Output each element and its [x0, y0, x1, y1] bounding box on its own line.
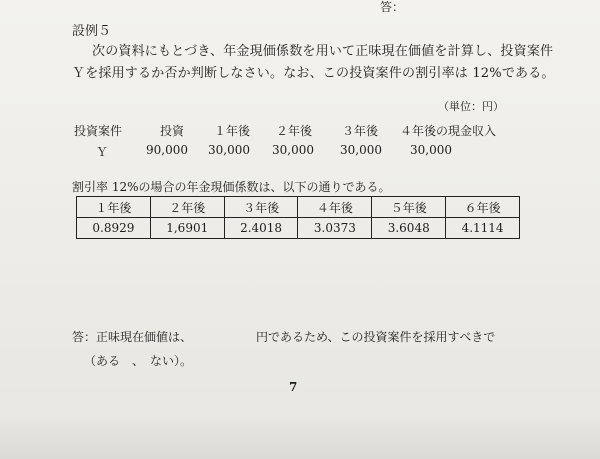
- answer-choice-text: （ある 、 ない）。: [84, 354, 193, 368]
- unit-note: （単位：円）: [438, 100, 504, 113]
- page-shadow: [0, 419, 600, 459]
- annuity-header-year6: ６年後: [446, 197, 520, 218]
- annuity-value-year3: 2.4018: [224, 218, 298, 239]
- investment-cell-year1: 30,000: [208, 143, 250, 157]
- rate-table-intro: 割引率 12%の場合の年金現価係数は、以下の通りである。: [72, 180, 391, 194]
- investment-header-year1: １年後: [214, 124, 251, 138]
- investment-cell-year3: 30,000: [340, 143, 382, 157]
- example-title: 設例５: [72, 24, 112, 39]
- problem-text-line-1: 次の資料にもとづき、年金現価係数を用いて正味現在価値を計算し、投資案件: [92, 44, 554, 59]
- problem-text-line-2: Ｙを採用するか否か判断しなさい。なお、この投資案件の割引率は 12%である。: [72, 66, 555, 81]
- top-answer-label: 答：: [380, 0, 405, 14]
- investment-cell-year2: 30,000: [272, 143, 314, 157]
- annuity-header-year1: １年後: [77, 197, 151, 218]
- annuity-value-year5: 3.6048: [372, 218, 446, 239]
- annuity-value-year1: 0.8929: [77, 218, 151, 239]
- annuity-header-year5: ５年後: [372, 197, 446, 218]
- annuity-header-year3: ３年後: [224, 197, 298, 218]
- investment-header-project: 投資案件: [74, 124, 123, 138]
- annuity-factor-header-row: [77, 197, 520, 218]
- investment-cell-year4: 30,000: [410, 143, 452, 157]
- page-number: 7: [289, 380, 298, 394]
- annuity-factor-table: [76, 196, 520, 239]
- investment-cell-project: Ｙ: [96, 145, 109, 159]
- annuity-factor-value-row: [77, 218, 520, 239]
- investment-header-year2: ２年後: [276, 124, 313, 138]
- investment-header-year4: ４年後の現金収入: [400, 124, 497, 138]
- annuity-header-year2: ２年後: [150, 197, 224, 218]
- investment-header-year3: ３年後: [342, 124, 379, 138]
- annuity-header-year4: ４年後: [298, 197, 372, 218]
- answer-npv-label: 答：正味現在価値は、: [72, 330, 193, 344]
- annuity-value-year4: 3.0373: [298, 218, 372, 239]
- answer-conclusion-text: 円であるため、この投資案件を採用すべきで: [256, 330, 496, 344]
- investment-cell-investment: 90,000: [146, 143, 188, 157]
- annuity-value-year2: 1,6901: [150, 218, 224, 239]
- investment-header-investment: 投資: [160, 124, 185, 138]
- annuity-value-year6: 4.1114: [446, 218, 520, 239]
